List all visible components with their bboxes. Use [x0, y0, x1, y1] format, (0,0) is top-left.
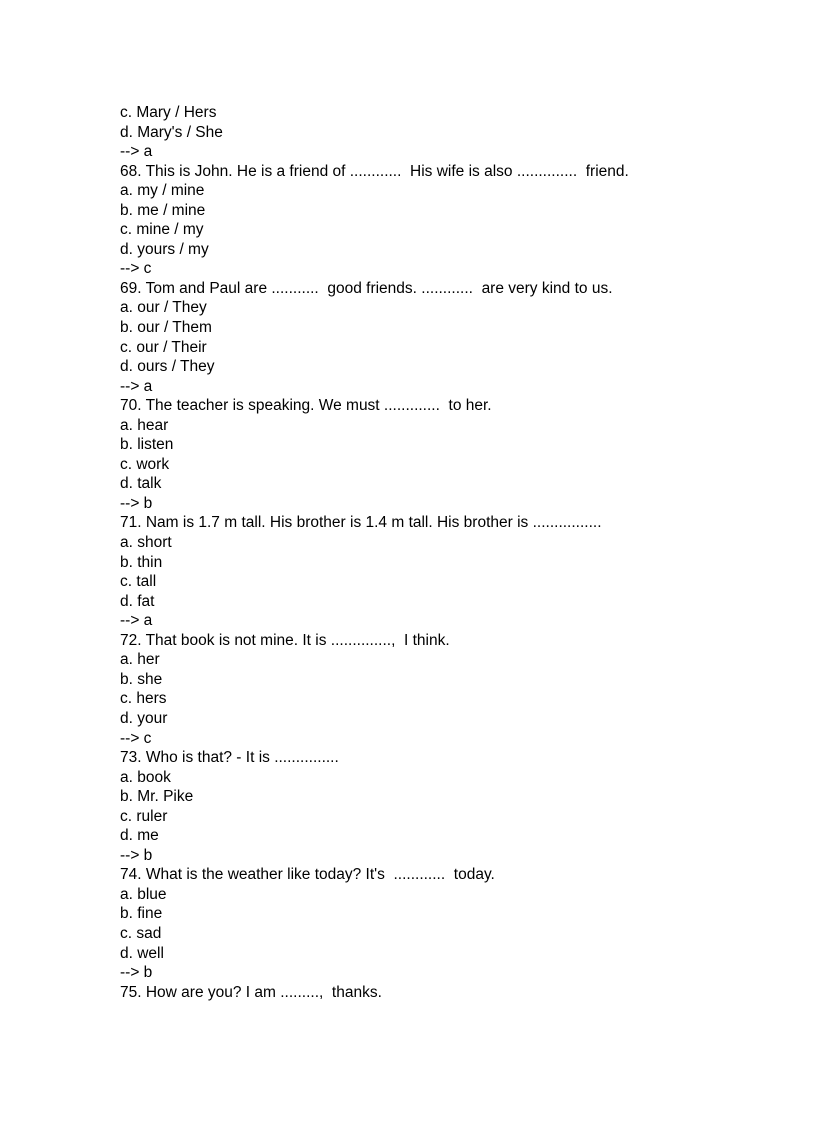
answer-key: --> b	[120, 846, 153, 864]
answer-option: c. ruler	[120, 807, 168, 825]
answer-option: a. short	[120, 534, 172, 552]
answer-key: --> a	[120, 143, 153, 161]
answer-option: d. fat	[120, 592, 155, 610]
answer-option: d. well	[120, 944, 164, 962]
answer-key: --> a	[120, 612, 153, 630]
answer-option: c. work	[120, 455, 170, 473]
answer-option: b. listen	[120, 436, 174, 454]
answer-option: c. hers	[120, 690, 167, 708]
answer-option: b. Mr. Pike	[120, 788, 194, 806]
question-72: 72. That book is not mine. It is .............., I think.	[120, 631, 450, 649]
answer-option: d. Mary's / She	[120, 123, 223, 141]
document-page	[120, 103, 760, 1002]
answer-option: d. your	[120, 709, 168, 727]
answer-option: d. yours / my	[120, 240, 209, 258]
answer-option: c. tall	[120, 573, 157, 591]
answer-option: a. my / mine	[120, 182, 205, 200]
answer-option: d. ours / They	[120, 358, 215, 376]
question-75: 75. How are you? I am ........., thanks.	[120, 983, 382, 1001]
answer-option: b. our / Them	[120, 319, 212, 337]
question-69: 69. Tom and Paul are ........... good friends. ............ are very kind to us.	[120, 279, 613, 297]
answer-option: a. book	[120, 768, 171, 786]
answer-option: d. me	[120, 827, 159, 845]
answer-key: --> c	[120, 260, 152, 278]
answer-key: --> c	[120, 729, 152, 747]
answer-option: b. me / mine	[120, 201, 206, 219]
answer-option: b. fine	[120, 905, 163, 923]
question-71: 71. Nam is 1.7 m tall. His brother is 1.4 m tall. His brother is ................	[120, 514, 602, 532]
answer-key: --> b	[120, 964, 153, 982]
question-73: 73. Who is that? - It is ...............	[120, 749, 339, 767]
answer-option: c. our / Their	[120, 338, 207, 356]
question-68: 68. This is John. He is a friend of ............ His wife is also .............. friend.	[120, 162, 629, 180]
answer-option: b. she	[120, 670, 163, 688]
answer-option: d. talk	[120, 475, 162, 493]
answer-key: --> a	[120, 377, 153, 395]
answer-key: --> b	[120, 494, 153, 512]
answer-option: c. Mary / Hers	[120, 104, 217, 121]
question-70: 70. The teacher is speaking. We must ............. to her.	[120, 397, 492, 415]
answer-option: a. our / They	[120, 299, 207, 317]
answer-option: c. mine / my	[120, 221, 204, 239]
question-74: 74. What is the weather like today? It's ............ today.	[120, 866, 495, 884]
answer-option: b. thin	[120, 553, 163, 571]
answer-option: a. hear	[120, 416, 169, 434]
answer-option: a. blue	[120, 885, 167, 903]
answer-option: c. sad	[120, 924, 162, 942]
answer-option: a. her	[120, 651, 160, 669]
